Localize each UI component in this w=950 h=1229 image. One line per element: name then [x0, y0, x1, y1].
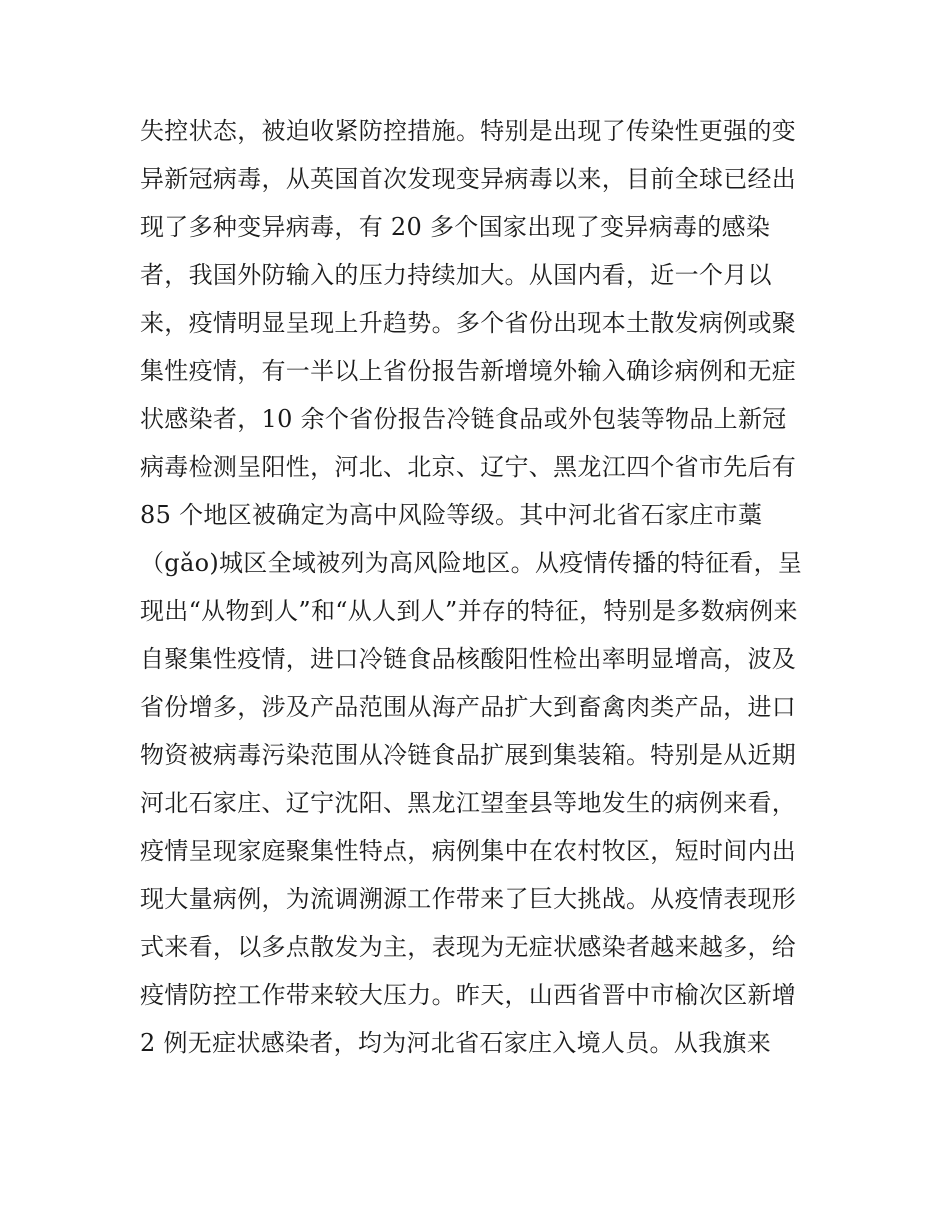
text-line: 现出“从物到人”和“从人到人”并存的特征，特别是多数病例来 [140, 597, 798, 625]
text-line: 状感染者，10 余个省份报告冷链食品或外包装等物品上新冠 [140, 405, 787, 433]
text-line: 现了多种变异病毒，有 20 多个国家出现了变异病毒的感染 [140, 213, 771, 241]
text-line: 河北石家庄、辽宁沈阳、黑龙江望奎县等地发生的病例来看， [140, 789, 797, 817]
body-paragraph [140, 107, 820, 1067]
text-line: 自聚集性疫情，进口冷链食品核酸阳性检出率明显增高，波及 [140, 645, 797, 673]
text-line: 物资被病毒污染范围从冷链食品扩展到集装箱。特别是从近期 [140, 741, 797, 769]
text-line: 者，我国外防输入的压力持续加大。从国内看，近一个月以 [140, 261, 772, 289]
text-line: 2 例无症状感染者，均为河北省石家庄入境人员。从我旗来 [140, 1029, 771, 1057]
text-line: 省份增多，涉及产品范围从海产品扩大到畜禽肉类产品，进口 [140, 693, 797, 721]
text-line: 集性疫情，有一半以上省份报告新增境外输入确诊病例和无症 [140, 357, 797, 385]
text-line: 疫情防控工作带来较大压力。昨天，山西省晋中市榆次区新增 [140, 981, 797, 1009]
text-line: 失控状态，被迫收紧防控措施。特别是出现了传染性更强的变 [140, 117, 797, 145]
text-line: 来，疫情明显呈现上升趋势。多个省份出现本土散发病例或聚 [140, 309, 797, 337]
text-line: 异新冠病毒，从英国首次发现变异病毒以来，目前全球已经出 [140, 165, 797, 193]
text-line: （gǎo)城区全域被列为高风险地区。从疫情传播的特征看，呈 [140, 549, 803, 577]
text-line: 现大量病例，为流调溯源工作带来了巨大挑战。从疫情表现形 [140, 885, 797, 913]
text-line: 85 个地区被确定为高中风险等级。其中河北省石家庄市藁 [140, 501, 763, 529]
text-line: 式来看，以多点散发为主，表现为无症状感染者越来越多，给 [140, 933, 797, 961]
text-line: 病毒检测呈阳性，河北、北京、辽宁、黑龙江四个省市先后有 [140, 453, 797, 481]
text-line: 疫情呈现家庭聚集性特点，病例集中在农村牧区，短时间内出 [140, 837, 797, 865]
